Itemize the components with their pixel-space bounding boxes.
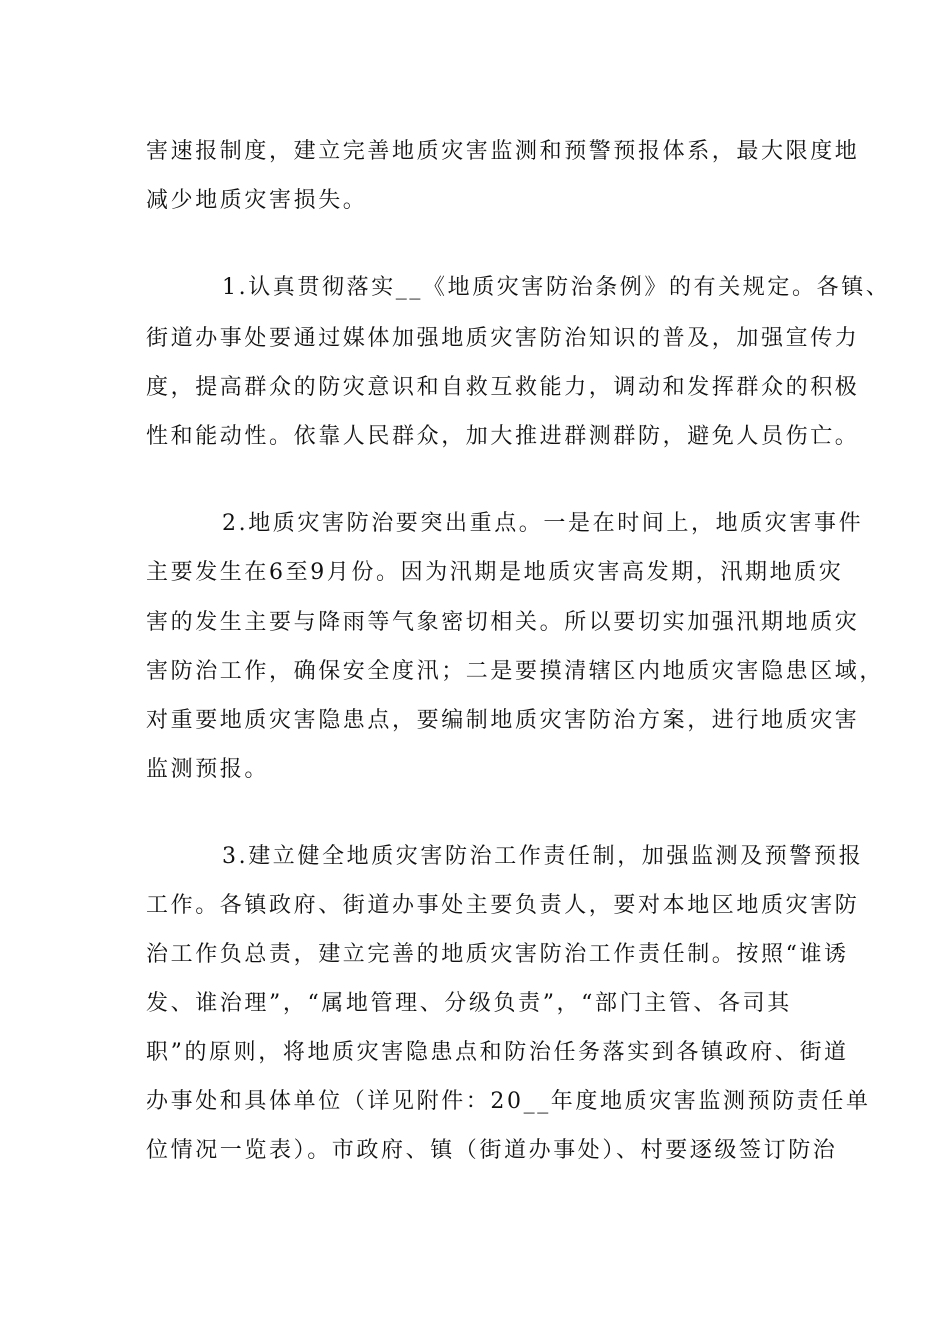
item2-line-4: 害防治工作，确保安全度汛；二是要摸清辖区内地质灾害隐患区域， (146, 659, 885, 684)
item3-line-3: 治工作负总责，建立完善的地质灾害防治工作责任制。按照“谁诱 (146, 942, 849, 967)
item2-line-1: 2.地质灾害防治要突出重点。一是在时间上，地质灾害事件 (222, 511, 864, 536)
item3-line-6: 办事处和具体单位（详见附件：20__年度地质灾害监测预防责任单 (146, 1089, 871, 1114)
item3-line-2: 工作。各镇政府、街道办事处主要负责人，要对本地区地质灾害防 (146, 893, 860, 918)
item1-line-2: 街道办事处要通过媒体加强地质灾害防治知识的普及，加强宣传力 (146, 326, 860, 351)
item2-line-5: 对重要地质灾害隐患点，要编制地质灾害防治方案，进行地质灾害 (146, 708, 860, 733)
item2-line-3: 害的发生主要与降雨等气象密切相关。所以要切实加强汛期地质灾 (146, 610, 860, 635)
intro-line-2: 减少地质灾害损失。 (146, 188, 368, 213)
item1-line-3: 度，提高群众的防灾意识和自救互救能力，调动和发挥群众的积极 (146, 375, 860, 400)
item3-line-4: 发、谁治理”，“属地管理、分级负责”，“部门主管、各司其 (146, 991, 792, 1016)
item1-line-4: 性和能动性。依靠人民群众，加大推进群测群防，避免人员伤亡。 (146, 424, 860, 449)
item2-line-6: 监测预报。 (146, 757, 270, 782)
item3-line-5: 职”的原则，将地质灾害隐患点和防治任务落实到各镇政府、街道 (146, 1040, 849, 1065)
intro-line-1: 害速报制度，建立完善地质灾害监测和预警预报体系，最大限度地 (146, 139, 860, 164)
item2-line-2: 主要发生在6至9月份。因为汛期是地质灾害高发期，汛期地质灾 (146, 560, 844, 585)
item3-line-1: 3.建立健全地质灾害防治工作责任制，加强监测及预警预报 (222, 844, 864, 869)
item3-line-7: 位情况一览表）。市政府、镇（街道办事处）、村要逐级签订防治 (146, 1138, 838, 1163)
item1-line-1: 1.认真贯彻落实__《地质灾害防治条例》的有关规定。各镇、 (222, 275, 891, 300)
